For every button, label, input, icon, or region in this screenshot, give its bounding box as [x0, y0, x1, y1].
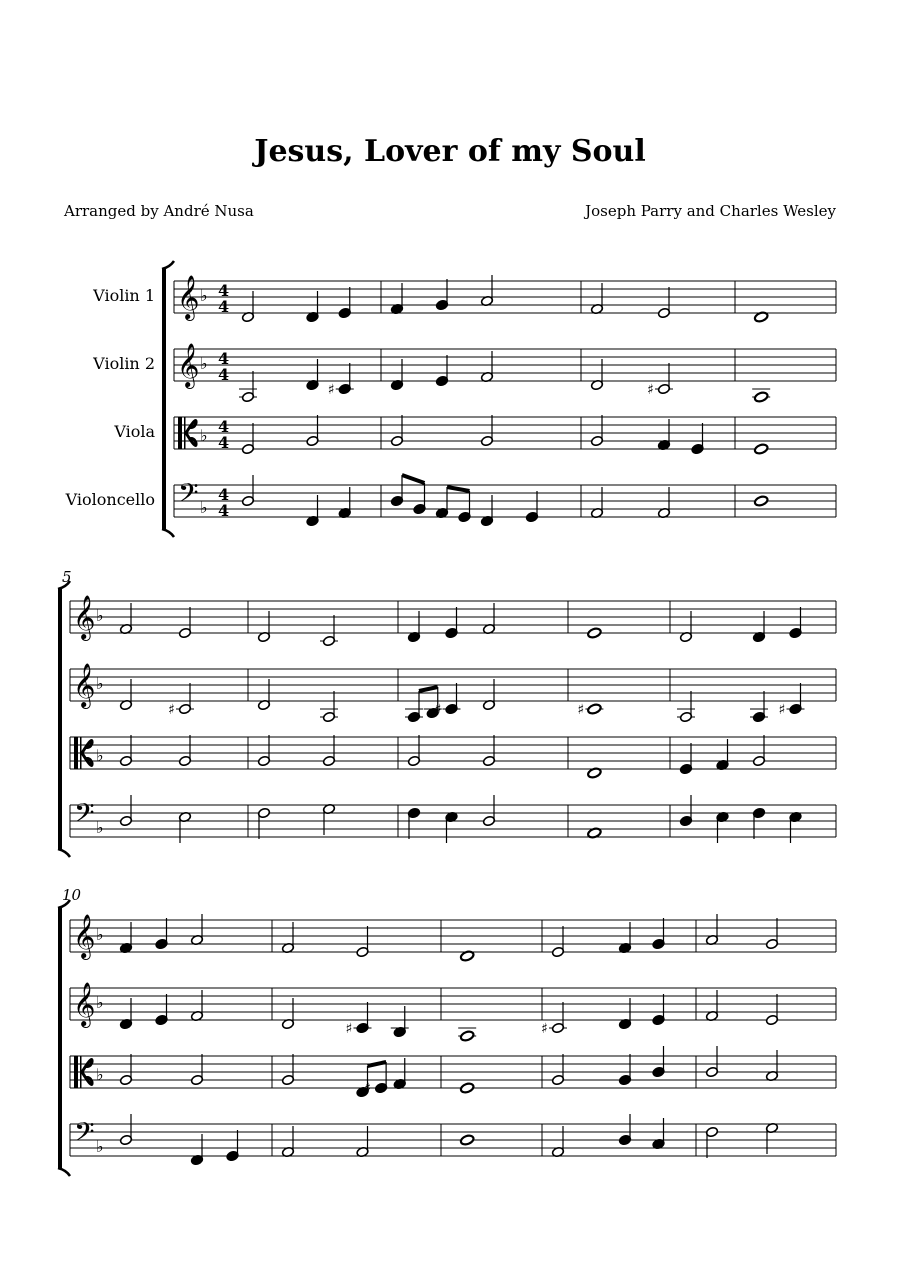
- note: [407, 611, 420, 643]
- time-signature-numerator: 4: [218, 281, 230, 300]
- note: [482, 735, 495, 767]
- note: [765, 1050, 778, 1082]
- note: [765, 918, 778, 950]
- note: [119, 1054, 132, 1086]
- note: [460, 1134, 475, 1146]
- note: [705, 1126, 718, 1158]
- note: [306, 415, 319, 447]
- note: [587, 627, 602, 639]
- note: [178, 811, 191, 843]
- note: [239, 371, 257, 403]
- note: [525, 491, 538, 523]
- time-signature-numerator: 4: [218, 485, 230, 504]
- instrument-name: Violin 1: [93, 286, 155, 305]
- staff: [174, 475, 836, 527]
- note: [119, 922, 132, 954]
- treble-clef-icon: 𝄞: [73, 663, 96, 707]
- note: [618, 1114, 631, 1146]
- note: [480, 275, 493, 307]
- note: [458, 491, 471, 523]
- measure-number: 10: [62, 886, 82, 904]
- note: [356, 1126, 369, 1158]
- time-signature-denominator: 4: [218, 501, 230, 520]
- note: [155, 994, 168, 1026]
- note: [445, 607, 458, 639]
- note: [435, 355, 448, 387]
- flat-key-signature-icon: ♭: [96, 1137, 104, 1156]
- note: [322, 735, 335, 767]
- note: [752, 389, 770, 403]
- staff: [70, 914, 836, 962]
- note: [679, 611, 692, 643]
- system-bracket: [58, 908, 62, 1168]
- time-signature-denominator: 4: [218, 433, 230, 452]
- note: [390, 475, 403, 507]
- note: [789, 811, 802, 843]
- treble-clef-icon: 𝄞: [177, 343, 200, 387]
- note: [458, 1028, 476, 1042]
- note: [281, 1126, 294, 1158]
- system-bracket: [58, 589, 62, 849]
- note: [691, 423, 704, 455]
- note: [405, 691, 423, 723]
- beam: [447, 487, 470, 491]
- note: [391, 1006, 409, 1038]
- note: [119, 735, 132, 767]
- piece-title: Jesus, Lover of my Soul: [254, 134, 646, 169]
- staff: [70, 663, 836, 723]
- time-signature-numerator: 4: [218, 349, 230, 368]
- staff: [70, 595, 836, 647]
- note: [652, 1046, 665, 1078]
- sharp-icon: ♯: [434, 702, 442, 718]
- treble-clef-icon: 𝄞: [177, 275, 200, 319]
- note: [257, 735, 270, 767]
- note: [765, 1122, 778, 1154]
- staff: [174, 275, 836, 323]
- note: [618, 998, 631, 1030]
- staff: [70, 982, 836, 1042]
- flat-key-signature-icon: ♭: [200, 354, 208, 373]
- treble-clef-icon: 𝄞: [73, 914, 96, 958]
- note: [257, 611, 270, 643]
- bass-clef-icon: 𝄢: [74, 1116, 95, 1154]
- note: [679, 743, 692, 775]
- beam: [419, 687, 438, 691]
- flat-key-signature-icon: ♭: [96, 993, 104, 1012]
- note: [241, 423, 254, 455]
- note: [407, 807, 420, 839]
- note: [551, 1054, 564, 1086]
- notehead: [460, 1082, 475, 1094]
- flat-key-signature-icon: ♭: [96, 925, 104, 944]
- note: [390, 415, 403, 447]
- staff: [174, 343, 836, 403]
- treble-clef-icon: 𝄞: [73, 595, 96, 639]
- composer-credit: Joseph Parry and Charles Wesley: [585, 202, 836, 220]
- note: [241, 291, 254, 323]
- beam: [402, 475, 425, 483]
- note: [281, 922, 294, 954]
- note: [320, 615, 338, 647]
- note: [590, 359, 603, 391]
- note: [190, 914, 203, 946]
- note: [750, 691, 768, 723]
- bass-clef-icon: 𝄢: [178, 477, 199, 515]
- note: [577, 702, 603, 718]
- note: [257, 807, 270, 839]
- note: [413, 483, 426, 515]
- note: [657, 287, 670, 319]
- score-system: [58, 568, 836, 857]
- note: [480, 351, 493, 383]
- note: [657, 487, 670, 519]
- note: [306, 495, 319, 527]
- note: [482, 603, 495, 635]
- note: [241, 475, 254, 507]
- note: [705, 914, 718, 946]
- staff: [174, 415, 836, 455]
- note: [119, 1114, 132, 1146]
- note: [754, 443, 769, 455]
- flat-key-signature-icon: ♭: [200, 286, 208, 305]
- note: [618, 1054, 631, 1086]
- flat-key-signature-icon: ♭: [96, 606, 104, 625]
- note: [679, 795, 692, 827]
- note: [393, 1058, 406, 1090]
- note: [435, 279, 448, 311]
- note: [390, 283, 403, 315]
- note: [407, 735, 420, 767]
- note: [789, 607, 802, 639]
- note: [119, 603, 132, 635]
- instrument-name: Violoncello: [65, 490, 155, 509]
- note: [155, 918, 168, 950]
- note: [460, 1082, 475, 1094]
- note: [482, 795, 495, 827]
- notehead: [754, 443, 769, 455]
- note: [652, 994, 665, 1026]
- sharp-icon: ♯: [168, 702, 175, 718]
- note: [320, 691, 338, 723]
- note: [618, 922, 631, 954]
- measure-number: 5: [62, 568, 72, 586]
- note: [306, 359, 319, 391]
- notehead: [587, 627, 602, 639]
- instrument-name: Viola: [114, 422, 155, 441]
- score-system: [58, 886, 836, 1176]
- staff: [70, 1114, 836, 1166]
- note: [765, 994, 778, 1026]
- time-signature-denominator: 4: [218, 297, 230, 316]
- sharp-icon: ♯: [778, 702, 786, 718]
- note: [590, 415, 603, 447]
- note: [435, 487, 448, 519]
- flat-key-signature-icon: ♭: [200, 498, 208, 517]
- staff: [70, 1046, 836, 1098]
- note: [322, 803, 335, 835]
- note: [178, 607, 191, 639]
- treble-clef-icon: 𝄞: [73, 982, 96, 1026]
- notehead: [460, 1134, 475, 1146]
- note: [482, 679, 495, 711]
- note: [705, 1046, 718, 1078]
- flat-key-signature-icon: ♭: [96, 674, 104, 693]
- note: [657, 419, 670, 451]
- note: [705, 990, 718, 1022]
- note: [590, 487, 603, 519]
- note: [190, 1054, 203, 1086]
- score-system: [65, 261, 836, 537]
- notehead: [587, 703, 602, 715]
- staff: [70, 735, 836, 779]
- note: [281, 998, 294, 1030]
- note: [281, 1054, 294, 1086]
- arranger-credit: Arranged by André Nusa: [64, 202, 254, 220]
- note: [480, 415, 493, 447]
- time-signature-denominator: 4: [218, 365, 230, 384]
- sharp-icon: ♯: [541, 1021, 548, 1037]
- note: [338, 287, 351, 319]
- note: [590, 283, 603, 315]
- note: [551, 1126, 564, 1158]
- instrument-name: Violin 2: [93, 354, 155, 373]
- staff: [70, 795, 836, 843]
- sharp-icon: ♯: [327, 382, 335, 398]
- note: [119, 998, 132, 1030]
- note: [390, 359, 403, 391]
- note: [119, 679, 132, 711]
- note: [716, 811, 729, 843]
- beam: [368, 1062, 387, 1066]
- note: [257, 679, 270, 711]
- note: [754, 495, 769, 507]
- bass-clef-icon: 𝄢: [74, 797, 95, 835]
- flat-key-signature-icon: ♭: [200, 426, 208, 445]
- note: [190, 990, 203, 1022]
- note: [445, 811, 458, 843]
- note: [226, 1130, 239, 1162]
- flat-key-signature-icon: ♭: [96, 746, 104, 765]
- note: [480, 495, 493, 527]
- note: [652, 918, 665, 950]
- sharp-icon: ♯: [364, 1081, 371, 1097]
- flat-key-signature-icon: ♭: [96, 818, 104, 837]
- system-bracket: [162, 269, 166, 529]
- note: [752, 807, 765, 839]
- sharp-icon: ♯: [647, 382, 654, 398]
- note: [190, 1134, 203, 1166]
- note: [752, 611, 765, 643]
- note: [551, 926, 564, 958]
- notehead: [460, 1030, 475, 1042]
- sharp-icon: ♯: [577, 702, 585, 718]
- note: [652, 1118, 665, 1150]
- note: [677, 691, 695, 723]
- flat-key-signature-icon: ♭: [96, 1065, 104, 1084]
- note: [306, 291, 319, 323]
- note: [338, 487, 351, 519]
- time-signature-numerator: 4: [218, 417, 230, 436]
- notehead: [754, 495, 769, 507]
- note: [119, 795, 132, 827]
- note: [752, 735, 765, 767]
- sharp-icon: ♯: [345, 1021, 353, 1037]
- note: [356, 926, 369, 958]
- notehead: [754, 391, 769, 403]
- note: [178, 735, 191, 767]
- note: [716, 739, 729, 771]
